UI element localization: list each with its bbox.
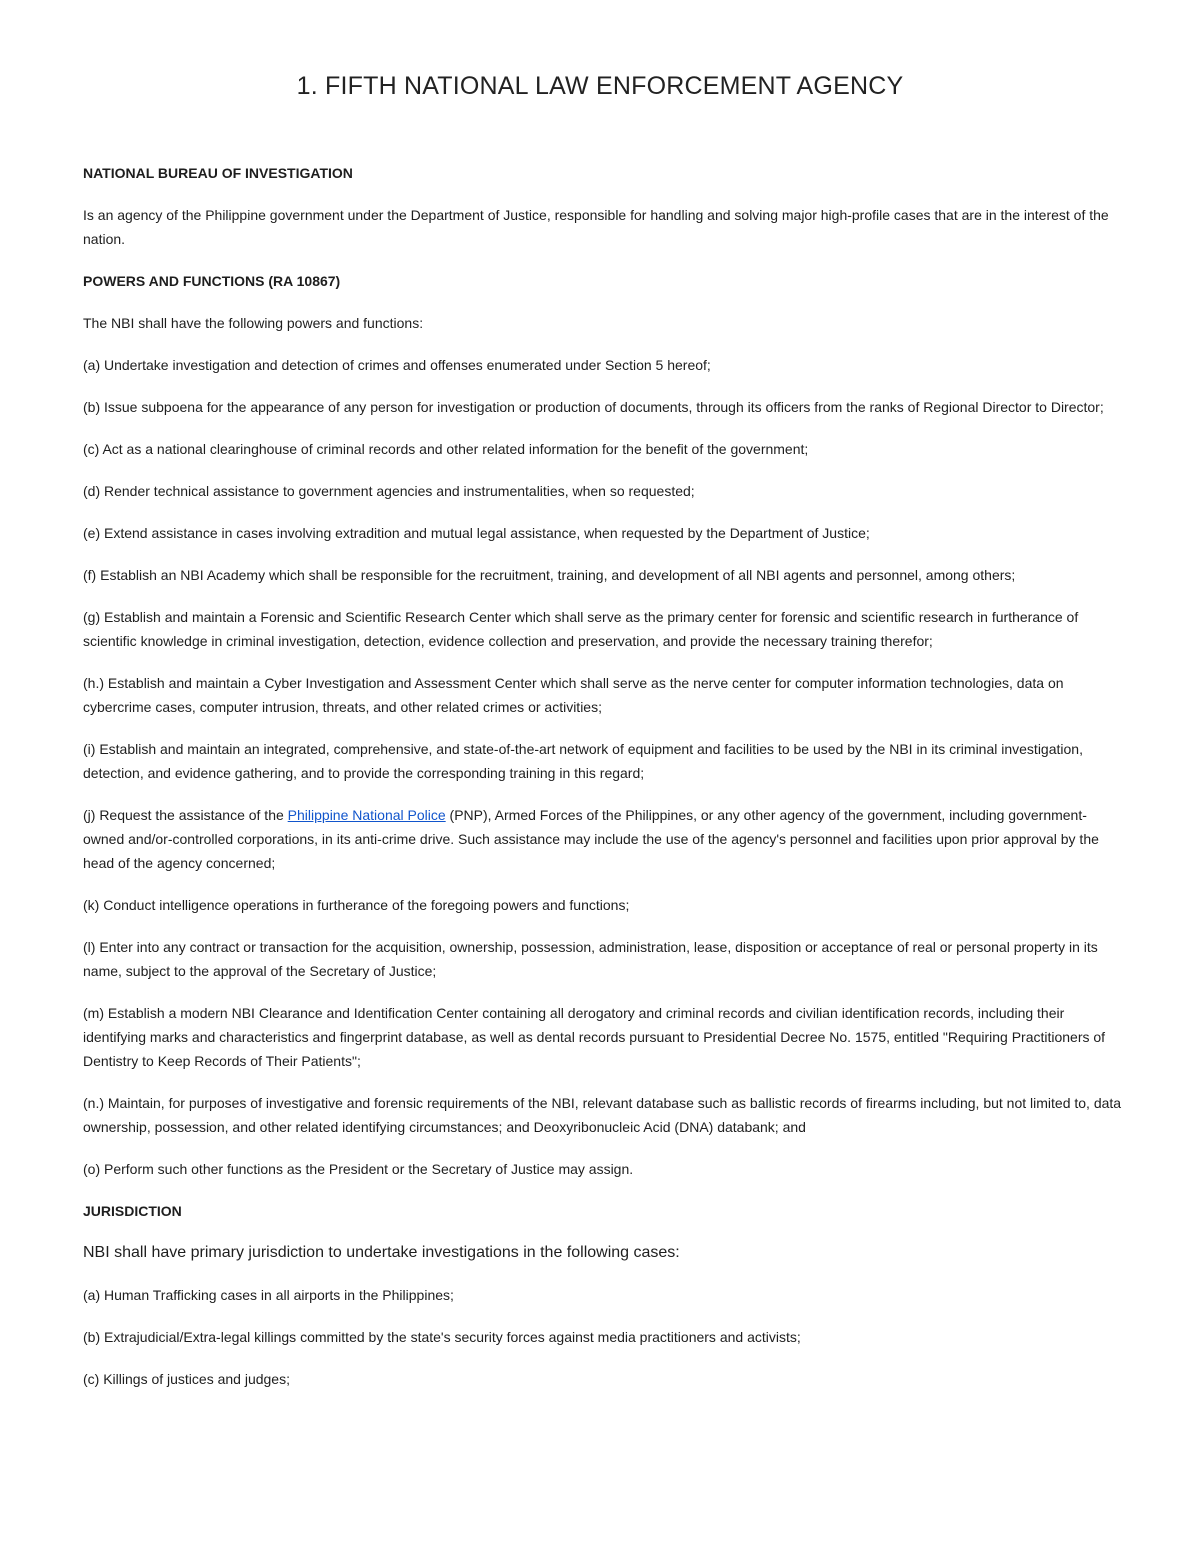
document-body [83, 161, 1123, 1409]
power-item-d: (d) Render technical assistance to government agencies and instrumentalities, when so requested; [83, 483, 695, 499]
power-item-f: (f) Establish an NBI Academy which shall be responsible for the recruitment, training, and development of all NBI agents and personnel, among others; [83, 567, 1016, 583]
power-item-b: (b) Issue subpoena for the appearance of any person for investigation or production of documents, through its officers from the ranks of Regional Director to Director; [83, 399, 1104, 415]
power-item-j-text-after: (PNP), Armed Forces of the Philippines, or any other agency of the government, including government-owned and/or-controlled corporations, in its anti-crime drive. Such assistance may include the use of the agency's personnel and facilities upon prior approval by the head of the agency concerned; [83, 807, 1099, 871]
page-title: 1. FIFTH NATIONAL LAW ENFORCEMENT AGENCY [296, 72, 904, 100]
power-item-n: (n.) Maintain, for purposes of investigative and forensic requirements of the NBI, relevant database such as ballistic records of firearms including, but not limited to, data ownership, possession, and other related identifying circumstances; and Deoxyribonucleic Acid (DNA) databank; and [83, 1095, 1122, 1135]
powers-lead: The NBI shall have the following powers and functions: [83, 315, 424, 331]
section-heading-jurisdiction: JURISDICTION [83, 1203, 182, 1219]
power-item-i: (i) Establish and maintain an integrated, comprehensive, and state-of-the-art network of equipment and facilities to be used by the NBI in its criminal investigation, detection, and evidence gathering, and to provide the corresponding training in this regard; [83, 741, 1083, 781]
jurisdiction-item-b: (b) Extrajudicial/Extra-legal killings committed by the state's security forces against media practitioners and activists; [83, 1329, 801, 1345]
section-heading-nbi: NATIONAL BUREAU OF INVESTIGATION [83, 165, 353, 181]
power-item-m: (m) Establish a modern NBI Clearance and Identification Center containing all derogatory and criminal records and civilian identification records, including their identifying marks and characteristics and fingerprint database, as well as dental records pursuant to Presidential Decree No. 1575, entitled "Requiring Practitioners of Dentistry to Keep Records of Their Patients"; [83, 1005, 1106, 1069]
power-item-h: (h.) Establish and maintain a Cyber Investigation and Assessment Center which shall serve as the nerve center for computer information technologies, data on cybercrime cases, computer intrusion, threats, and other related crimes or activities; [83, 675, 1064, 715]
power-item-c: (c) Act as a national clearinghouse of criminal records and other related information for the benefit of the government; [83, 441, 809, 457]
power-item-j [83, 803, 1123, 875]
power-item-o: (o) Perform such other functions as the President or the Secretary of Justice may assign. [83, 1161, 634, 1177]
power-item-k: (k) Conduct intelligence operations in furtherance of the foregoing powers and functions; [83, 897, 630, 913]
intro-paragraph: Is an agency of the Philippine government under the Department of Justice, responsible for handling and solving major high-profile cases that are in the interest of the nation. [83, 207, 1109, 247]
power-item-l: (l) Enter into any contract or transaction for the acquisition, ownership, possession, administration, lease, disposition or acceptance of real or personal property in its name, subject to the approval of the Secretary of Justice; [83, 939, 1098, 979]
section-heading-powers: POWERS AND FUNCTIONS (RA 10867) [83, 273, 341, 289]
jurisdiction-item-a: (a) Human Trafficking cases in all airports in the Philippines; [83, 1287, 454, 1303]
power-item-e: (e) Extend assistance in cases involving extradition and mutual legal assistance, when requested by the Department of Justice; [83, 525, 870, 541]
power-item-a: (a) Undertake investigation and detection of crimes and offenses enumerated under Section 5 hereof; [83, 357, 711, 373]
jurisdiction-item-c: (c) Killings of justices and judges; [83, 1371, 290, 1387]
jurisdiction-lead: NBI shall have primary jurisdiction to undertake investigations in the following cases: [83, 1244, 680, 1261]
power-item-g: (g) Establish and maintain a Forensic and Scientific Research Center which shall serve as the primary center for forensic and scientific research in furtherance of scientific knowledge in criminal investigation, detection, evidence collection and preservation, and provide the necessary training therefor; [83, 609, 1079, 649]
power-item-j-text-before: (j) Request the assistance of the [83, 807, 288, 823]
philippine-national-police-link[interactable]: Philippine National Police [287, 807, 446, 823]
